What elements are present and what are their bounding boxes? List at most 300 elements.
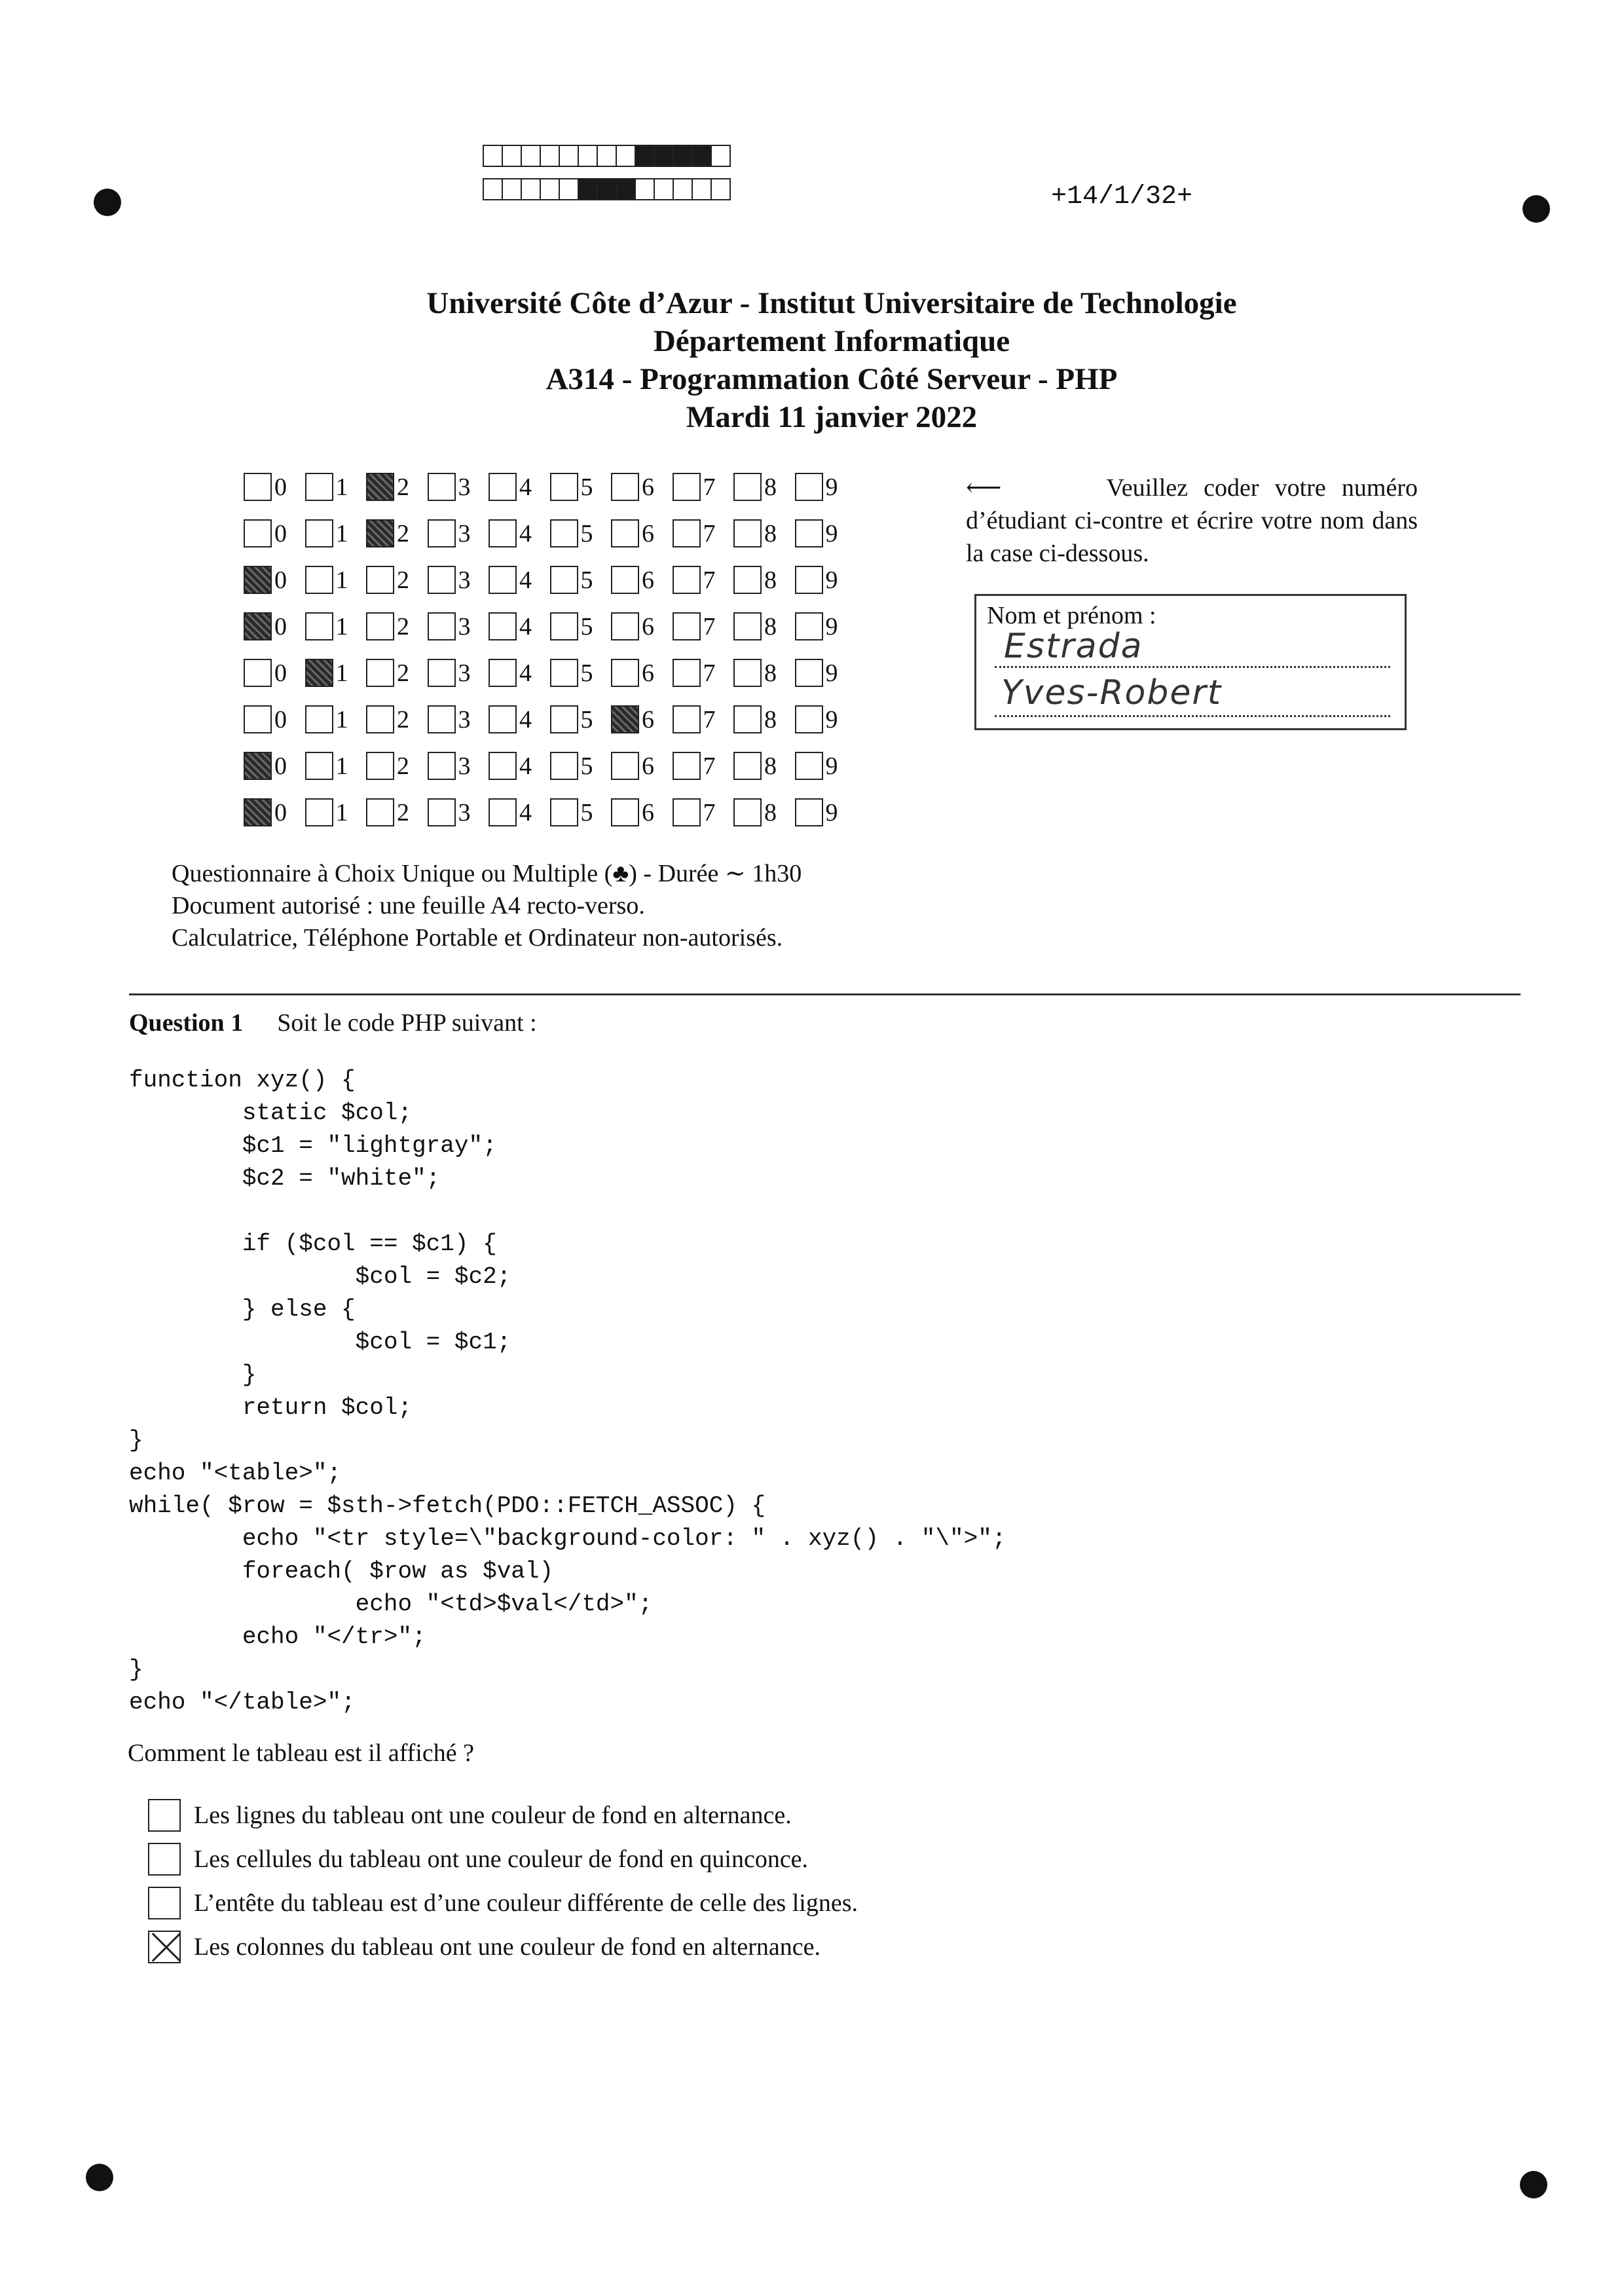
digit-label: 2: [397, 798, 409, 826]
digit-option[interactable]: [673, 798, 734, 827]
digit-checkbox[interactable]: [305, 798, 333, 826]
digit-checkbox[interactable]: [611, 659, 639, 687]
digit-option[interactable]: [611, 705, 673, 734]
digit-checkbox[interactable]: [795, 798, 823, 826]
digit-label: 3: [458, 659, 471, 687]
digit-option[interactable]: [550, 612, 612, 641]
digit-option[interactable]: [428, 612, 489, 641]
digit-checkbox[interactable]: [244, 798, 272, 826]
barcode-cell: [654, 178, 674, 200]
student-number-row-4: [244, 603, 856, 650]
digit-option[interactable]: [244, 798, 305, 827]
digit-option[interactable]: [733, 798, 795, 827]
digit-checkbox[interactable]: [795, 612, 823, 640]
digit-checkbox[interactable]: [244, 473, 272, 501]
digit-option[interactable]: [366, 519, 428, 548]
digit-checkbox[interactable]: [795, 566, 823, 594]
answer-checkbox-4[interactable]: [148, 1931, 181, 1963]
digit-label: 4: [519, 566, 532, 594]
digit-option[interactable]: [305, 705, 367, 734]
student-number-row-5: [244, 650, 856, 696]
digit-option[interactable]: [733, 705, 795, 734]
digit-checkbox[interactable]: [795, 659, 823, 687]
answer-checkbox-2[interactable]: [148, 1843, 181, 1876]
digit-label: 0: [274, 612, 287, 640]
digit-option[interactable]: [489, 473, 550, 502]
digit-checkbox[interactable]: [366, 473, 394, 501]
digit-checkbox[interactable]: [244, 519, 272, 547]
digit-label: 8: [764, 566, 777, 594]
digit-label: 3: [458, 798, 471, 826]
digit-checkbox[interactable]: [489, 705, 517, 733]
digit-option[interactable]: [366, 566, 428, 595]
digit-checkbox[interactable]: [550, 752, 578, 780]
digit-checkbox[interactable]: [305, 752, 333, 780]
digit-checkbox[interactable]: [733, 519, 762, 547]
digit-label: 5: [580, 566, 593, 594]
digit-option[interactable]: [550, 519, 612, 548]
digit-option[interactable]: [305, 659, 367, 688]
digit-option[interactable]: [489, 612, 550, 641]
digit-option[interactable]: [244, 566, 305, 595]
digit-option[interactable]: [550, 659, 612, 688]
course-title: A314 - Programmation Côté Serveur - PHP: [545, 362, 1118, 396]
answer-text-4: Les colonnes du tableau ont une couleur de fond en alternance.: [194, 1933, 821, 1961]
digit-checkbox[interactable]: [611, 752, 639, 780]
department-title: Département Informatique: [653, 324, 1010, 358]
digit-checkbox[interactable]: [673, 473, 701, 501]
digit-label: 9: [825, 752, 838, 780]
digit-checkbox[interactable]: [673, 659, 701, 687]
digit-label: 1: [335, 705, 348, 733]
digit-checkbox[interactable]: [673, 612, 701, 640]
digit-option[interactable]: [428, 659, 489, 688]
digit-label: 9: [825, 519, 838, 547]
digit-option[interactable]: [611, 473, 673, 502]
digit-checkbox[interactable]: [611, 612, 639, 640]
barcode-cell: [521, 145, 541, 167]
digit-option[interactable]: [733, 566, 795, 595]
digit-checkbox[interactable]: [795, 519, 823, 547]
digit-option[interactable]: [673, 752, 734, 781]
digit-label: 4: [519, 612, 532, 640]
barcode-cell: [597, 145, 617, 167]
barcode-cell: [635, 145, 655, 167]
digit-label: 6: [642, 659, 654, 687]
digit-label: 4: [519, 659, 532, 687]
digit-checkbox[interactable]: [305, 519, 333, 547]
page-id: +14/1/32+: [1051, 182, 1193, 212]
forbidden-devices: Calculatrice, Téléphone Portable et Ordinateur non-autorisés.: [172, 924, 783, 952]
digit-label: 5: [580, 612, 593, 640]
digit-checkbox[interactable]: [428, 519, 456, 547]
barcode-cell: [559, 145, 579, 167]
registration-mark-top-right: [1522, 195, 1550, 223]
digit-option[interactable]: [428, 519, 489, 548]
digit-label: 6: [642, 519, 654, 547]
digit-checkbox[interactable]: [733, 705, 762, 733]
digit-label: 7: [703, 519, 716, 547]
digit-option[interactable]: [305, 566, 367, 595]
barcode-cell: [540, 145, 560, 167]
barcode-cell: [559, 178, 579, 200]
digit-checkbox[interactable]: [673, 752, 701, 780]
digit-checkbox[interactable]: [673, 566, 701, 594]
barcode-cell: [654, 145, 674, 167]
digit-label: 1: [335, 659, 348, 687]
digit-label: 3: [458, 566, 471, 594]
digit-label: 8: [764, 705, 777, 733]
student-number-row-6: [244, 696, 856, 743]
barcode-cell: [578, 178, 598, 200]
digit-label: 4: [519, 752, 532, 780]
barcode-cell: [521, 178, 541, 200]
digit-checkbox[interactable]: [673, 798, 701, 826]
digit-option[interactable]: [244, 519, 305, 548]
digit-checkbox[interactable]: [366, 612, 394, 640]
question-intro: Soit le code PHP suivant :: [277, 1009, 537, 1037]
digit-label: 4: [519, 519, 532, 547]
digit-option[interactable]: [611, 612, 673, 641]
digit-checkbox[interactable]: [733, 566, 762, 594]
digit-checkbox[interactable]: [366, 752, 394, 780]
digit-option[interactable]: [733, 659, 795, 688]
barcode-cell: [673, 178, 693, 200]
digit-option[interactable]: [428, 566, 489, 595]
digit-label: 5: [580, 752, 593, 780]
answer-option-1[interactable]: [148, 1793, 858, 1837]
digit-checkbox[interactable]: [550, 612, 578, 640]
divider: [129, 993, 1521, 995]
barcode-cell: [502, 145, 522, 167]
digit-label: 8: [764, 798, 777, 826]
student-number-row-2: [244, 510, 856, 557]
answer-list: [148, 1793, 858, 1969]
digit-checkbox[interactable]: [733, 798, 762, 826]
digit-checkbox[interactable]: [305, 473, 333, 501]
digit-option[interactable]: [795, 566, 857, 595]
digit-label: 0: [274, 752, 287, 780]
digit-label: 7: [703, 473, 716, 501]
digit-option[interactable]: [428, 705, 489, 734]
digit-checkbox[interactable]: [244, 752, 272, 780]
digit-option[interactable]: [550, 473, 612, 502]
digit-label: 6: [642, 752, 654, 780]
digit-label: 7: [703, 566, 716, 594]
answer-text-3: L’entête du tableau est d’une couleur différente de celle des lignes.: [194, 1889, 858, 1917]
php-code-block: function xyz() { static $col; $c1 = "lightgray"; $c2 = "white"; if ($col == $c1) { $col = $c2; } else { $col = $c1; } return $col; } echo "<table>"; while( $row = $sth->fetch(PDO::FETCH_ASSOC) { echo "<tr style=\"background-color: " . xyz() . "\">"; foreach( $row as $val) echo "<td>$val</td>"; echo "</tr>"; } echo "</table>";: [129, 1067, 1006, 1716]
answer-option-3[interactable]: [148, 1881, 858, 1925]
digit-checkbox[interactable]: [428, 473, 456, 501]
digit-option[interactable]: [673, 705, 734, 734]
digit-label: 8: [764, 519, 777, 547]
digit-option[interactable]: [428, 473, 489, 502]
digit-checkbox[interactable]: [550, 659, 578, 687]
digit-checkbox[interactable]: [305, 566, 333, 594]
digit-label: 9: [825, 612, 838, 640]
barcode-cell: [616, 145, 636, 167]
digit-checkbox[interactable]: [611, 705, 639, 733]
digit-checkbox[interactable]: [733, 752, 762, 780]
digit-label: 2: [397, 612, 409, 640]
digit-option[interactable]: [611, 798, 673, 827]
digit-option[interactable]: [489, 519, 550, 548]
digit-checkbox[interactable]: [550, 519, 578, 547]
digit-label: 5: [580, 519, 593, 547]
digit-checkbox[interactable]: [366, 519, 394, 547]
exam-date: Mardi 11 janvier 2022: [686, 400, 978, 434]
digit-label: 2: [397, 659, 409, 687]
digit-checkbox[interactable]: [428, 798, 456, 826]
digit-checkbox[interactable]: [366, 798, 394, 826]
digit-label: 8: [764, 752, 777, 780]
digit-checkbox[interactable]: [244, 612, 272, 640]
digit-option[interactable]: [673, 566, 734, 595]
digit-checkbox[interactable]: [489, 612, 517, 640]
digit-option[interactable]: [305, 473, 367, 502]
digit-option[interactable]: [733, 473, 795, 502]
digit-checkbox[interactable]: [489, 566, 517, 594]
digit-option[interactable]: [305, 798, 367, 827]
digit-label: 8: [764, 612, 777, 640]
digit-checkbox[interactable]: [550, 566, 578, 594]
digit-option[interactable]: [795, 798, 857, 827]
digit-option[interactable]: [489, 566, 550, 595]
digit-label: 6: [642, 705, 654, 733]
digit-label: 0: [274, 473, 287, 501]
digit-checkbox[interactable]: [244, 566, 272, 594]
digit-option[interactable]: [244, 473, 305, 502]
digit-option[interactable]: [795, 473, 857, 502]
digit-option[interactable]: [611, 566, 673, 595]
digit-label: 0: [274, 566, 287, 594]
registration-mark-bottom-right: [1520, 2171, 1547, 2198]
digit-label: 3: [458, 473, 471, 501]
digit-checkbox[interactable]: [795, 752, 823, 780]
digit-checkbox[interactable]: [795, 705, 823, 733]
barcode-cell: [616, 178, 636, 200]
digit-option[interactable]: [305, 752, 367, 781]
digit-checkbox[interactable]: [611, 798, 639, 826]
digit-checkbox[interactable]: [733, 659, 762, 687]
digit-option[interactable]: [366, 659, 428, 688]
digit-option[interactable]: [673, 473, 734, 502]
digit-option[interactable]: [795, 659, 857, 688]
digit-label: 2: [397, 752, 409, 780]
digit-checkbox[interactable]: [673, 705, 701, 733]
registration-mark-bottom-left: [86, 2164, 113, 2191]
digit-label: 2: [397, 473, 409, 501]
digit-checkbox[interactable]: [795, 473, 823, 501]
barcode-cell: [692, 145, 712, 167]
student-number-row-8: [244, 789, 856, 836]
answer-text-2: Les cellules du tableau ont une couleur de fond en quinconce.: [194, 1845, 809, 1873]
digit-checkbox[interactable]: [305, 705, 333, 733]
digit-label: 7: [703, 612, 716, 640]
exam-info: [172, 858, 802, 954]
digit-checkbox[interactable]: [550, 473, 578, 501]
digit-label: 7: [703, 659, 716, 687]
barcode-cell: [597, 178, 617, 200]
digit-label: 3: [458, 612, 471, 640]
digit-checkbox[interactable]: [428, 566, 456, 594]
digit-label: 5: [580, 659, 593, 687]
digit-checkbox[interactable]: [366, 659, 394, 687]
name-box[interactable]: [974, 594, 1407, 730]
digit-label: 1: [335, 798, 348, 826]
student-number-row-1: [244, 464, 856, 510]
barcode-row-1: [483, 145, 729, 167]
digit-checkbox[interactable]: [673, 519, 701, 547]
digit-option[interactable]: [366, 705, 428, 734]
name-box-label: Nom et prénom :: [987, 602, 1156, 629]
student-number-grid: [244, 464, 856, 836]
digit-option[interactable]: [305, 519, 367, 548]
digit-option[interactable]: [550, 798, 612, 827]
exam-header: [0, 284, 1624, 436]
digit-label: 9: [825, 566, 838, 594]
instructions: [966, 472, 1418, 570]
student-number-row-3: [244, 557, 856, 603]
answer-option-4[interactable]: [148, 1925, 858, 1969]
digit-checkbox[interactable]: [489, 519, 517, 547]
digit-checkbox[interactable]: [366, 705, 394, 733]
digit-checkbox[interactable]: [611, 566, 639, 594]
digit-label: 7: [703, 752, 716, 780]
digit-option[interactable]: [489, 798, 550, 827]
digit-option[interactable]: [673, 659, 734, 688]
digit-option[interactable]: [795, 519, 857, 548]
digit-option[interactable]: [366, 473, 428, 502]
digit-option[interactable]: [795, 705, 857, 734]
digit-label: 6: [642, 473, 654, 501]
digit-label: 1: [335, 519, 348, 547]
digit-checkbox[interactable]: [305, 612, 333, 640]
barcode-cell: [673, 145, 693, 167]
university-title: Université Côte d’Azur - Institut Universitaire de Technologie: [426, 286, 1237, 320]
digit-checkbox[interactable]: [428, 659, 456, 687]
barcode-cell: [692, 178, 712, 200]
digit-checkbox[interactable]: [305, 659, 333, 687]
digit-checkbox[interactable]: [366, 566, 394, 594]
digit-label: 1: [335, 473, 348, 501]
digit-label: 2: [397, 519, 409, 547]
digit-option[interactable]: [795, 612, 857, 641]
digit-option[interactable]: [366, 752, 428, 781]
digit-option[interactable]: [366, 798, 428, 827]
digit-label: 6: [642, 798, 654, 826]
digit-label: 9: [825, 473, 838, 501]
digit-option[interactable]: [550, 566, 612, 595]
digit-checkbox[interactable]: [428, 752, 456, 780]
digit-option[interactable]: [733, 519, 795, 548]
digit-checkbox[interactable]: [611, 473, 639, 501]
digit-label: 7: [703, 798, 716, 826]
answer-option-2[interactable]: [148, 1837, 858, 1881]
digit-option[interactable]: [489, 705, 550, 734]
digit-label: 0: [274, 798, 287, 826]
digit-checkbox[interactable]: [428, 612, 456, 640]
registration-mark-top-left: [94, 189, 121, 216]
digit-option[interactable]: [733, 612, 795, 641]
digit-checkbox[interactable]: [611, 519, 639, 547]
answer-checkbox-1[interactable]: [148, 1799, 181, 1832]
barcode-cell: [710, 145, 731, 167]
digit-label: 1: [335, 566, 348, 594]
digit-option[interactable]: [550, 705, 612, 734]
digit-label: 0: [274, 659, 287, 687]
digit-label: 9: [825, 798, 838, 826]
digit-label: 2: [397, 705, 409, 733]
digit-checkbox[interactable]: [489, 798, 517, 826]
digit-checkbox[interactable]: [489, 659, 517, 687]
digit-label: 3: [458, 705, 471, 733]
digit-label: 8: [764, 473, 777, 501]
barcode-cell: [483, 145, 503, 167]
digit-label: 6: [642, 566, 654, 594]
digit-option[interactable]: [428, 798, 489, 827]
digit-option[interactable]: [244, 752, 305, 781]
digit-label: 5: [580, 705, 593, 733]
digit-checkbox[interactable]: [244, 659, 272, 687]
question-prompt: Comment le tableau est il affiché ?: [128, 1739, 474, 1767]
barcode-cell: [483, 178, 503, 200]
digit-checkbox[interactable]: [244, 705, 272, 733]
digit-checkbox[interactable]: [428, 705, 456, 733]
digit-checkbox[interactable]: [489, 473, 517, 501]
digit-option[interactable]: [550, 752, 612, 781]
digit-checkbox[interactable]: [550, 798, 578, 826]
digit-option[interactable]: [244, 705, 305, 734]
digit-label: 3: [458, 519, 471, 547]
digit-option[interactable]: [244, 612, 305, 641]
answer-text-1: Les lignes du tableau ont une couleur de fond en alternance.: [194, 1801, 792, 1829]
exam-format: Questionnaire à Choix Unique ou Multiple (♣) - Durée ∼ 1h30: [172, 860, 802, 887]
digit-checkbox[interactable]: [733, 612, 762, 640]
digit-option[interactable]: [733, 752, 795, 781]
digit-checkbox[interactable]: [733, 473, 762, 501]
barcode-cell: [635, 178, 655, 200]
digit-option[interactable]: [489, 659, 550, 688]
digit-option[interactable]: [366, 612, 428, 641]
student-number-row-7: [244, 743, 856, 789]
digit-checkbox[interactable]: [489, 752, 517, 780]
digit-checkbox[interactable]: [550, 705, 578, 733]
barcode-row-2: [483, 178, 729, 200]
answer-checkbox-3[interactable]: [148, 1887, 181, 1919]
digit-option[interactable]: [611, 752, 673, 781]
digit-option[interactable]: [673, 519, 734, 548]
handwritten-surname: Estrada: [1004, 627, 1143, 666]
digit-label: 7: [703, 705, 716, 733]
digit-label: 4: [519, 473, 532, 501]
digit-option[interactable]: [244, 659, 305, 688]
instructions-text: Veuillez coder votre numéro d’étudiant ci-contre et écrire votre nom dans la case ci-dessous.: [966, 474, 1418, 567]
digit-option[interactable]: [305, 612, 367, 641]
digit-option[interactable]: [611, 519, 673, 548]
digit-option[interactable]: [673, 612, 734, 641]
digit-label: 6: [642, 612, 654, 640]
digit-option[interactable]: [795, 752, 857, 781]
digit-label: 0: [274, 519, 287, 547]
barcode-cell: [578, 145, 598, 167]
digit-label: 4: [519, 798, 532, 826]
digit-option[interactable]: [611, 659, 673, 688]
digit-label: 9: [825, 659, 838, 687]
digit-label: 2: [397, 566, 409, 594]
digit-option[interactable]: [489, 752, 550, 781]
digit-option[interactable]: [428, 752, 489, 781]
